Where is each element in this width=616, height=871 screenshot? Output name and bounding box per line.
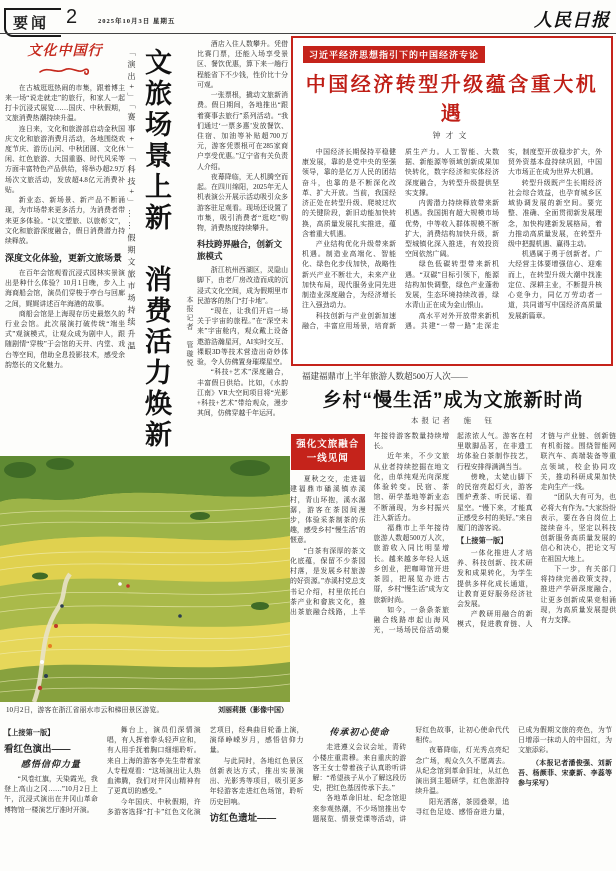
cloud-swirl-icon [38, 64, 92, 76]
page-number: 2 [66, 6, 78, 28]
red-site-subhead-line1: 访红色遗址—— [209, 812, 277, 824]
economy-article-box [291, 36, 613, 366]
village-byline: 本报记者 施 钰 [411, 416, 495, 425]
photo-caption: 10月2日，游客在浙江省丽水市云和梯田景区游览。 [6, 706, 164, 714]
vertical-main-headline: 文旅场景上新 消费活力焕新 [141, 48, 171, 451]
section-label: 要闻 [4, 8, 61, 37]
economy-kicker-badge: 习近平经济思想指引下的中国经济专论 [303, 46, 485, 63]
red-show-subhead-line1: 看红色演出—— [4, 743, 71, 755]
header-rule [0, 33, 616, 34]
terraced-fields-image [0, 456, 290, 702]
masthead-logo: 人民日报 [534, 10, 610, 30]
bottom-paragraphs-1: “风卷红旗，天染霞光，我登上高山之冈……”10月2日上午，沉浸式演出在井冈山革命博物馆一楼演艺厅准时开演。 舞台上，演员们深情演唱，有人挥着拳头轻声应和，有人用手抚着胸口细细聆听。来自上海的游客李先生带着家人专程观看：“这场演出让人热血沸腾，我们对井冈山精神有了更真切的感受。” 今年国庆、中秋假期，许多游客选择“打卡”红色文化演艺项目，经典曲目轮番上演，演绎峥嵘岁月，感悟信仰力量。 与此同时，各地红色景区创新表达方式，推出实景演出、光影秀等项目，吸引更多年轻游客走进红色场馆，聆听历史回响。 [4, 727, 304, 816]
vertical-kicker: 「演出+」「赛事+」「科技+」……假期文旅市场持续升温 [127, 48, 136, 354]
economy-byline: 钟才文 [432, 131, 472, 140]
village-continued-paragraphs: 一体化推进人才培养、科技创新、技术研发和成果转化，为学生提供多样化成长通道，让教育更好服务经济社会发展。 产教研用融合的新模式，促进教育链、人才链与产业链、创新链有机衔接。围绕智能网联汽车、高端装备等重点领域，校企协同攻关，推动科研成果加快走向生产一线。 “团队大有可为，也必将大有作为。”大家纷纷表示，要在各自岗位上接续奋斗，坚定以科技创新服务高质量发展的信心和决心，把论文写在祖国大地上。 下一步，有关部门将持续完善政策支持，推进产学研深度融合，让更多创新成果竞相涌现，为高质量发展提供有力支撑。 [457, 433, 616, 629]
continued-marker-bottom: 【上接第一版】 [4, 729, 55, 737]
photo-credit: 刘丽莉摄（影像中国） [218, 706, 288, 714]
continued-from-page-one-marker: 【上接第一版】 [457, 537, 508, 546]
village-headline: 乡村“慢生活”成为文旅新时尚 [322, 390, 584, 411]
village-section-badge: 强化文旅融合一线见闻 [291, 434, 365, 470]
village-kicker: 福建福鼎市上半年旅游人数超500万人次—— [302, 371, 468, 381]
reporters-credit-line: （本报记者潘俊强、刘新吾、杨颜菲、宋豪新、李蕊等参与采写） [518, 759, 612, 788]
middle-paragraphs-bottom: 浙江杭州西湖区，灵隐山脚下，由老厂房改造而成的沉浸式文化空间，成为假期里市民游客的热门“打卡地”。 “现在，让我们开启一场关于宇宙的旅程。”在“深空未来”宇宙舱内，观众戴上设备遨游浩瀚星河，AI实时交互、裸眼3D等技术营造出奇妙体验，令人仿佛置身璀璨星空。 “科技+艺术”深度融合，丰富假日供给。比如，《水韵江南》VR大空间项目将“光影+科技+艺术”带给观众，漫步其间，仿佛穿越千年运河。 [197, 267, 288, 418]
bottom-continuation-section [4, 726, 612, 867]
culture-intro-paragraphs: 在古城逛逛热闹的市集，跟着博主来一场“说走就走”的旅行，和家人一起打卡沉浸式展览……国庆、中秋假期，文旅消费热潮持续升温。 连日来，文化和旅游部启动金秋国庆文化和旅游消费月活动，各地围绕欢度节庆、游历山河、中秋团圆、文化休闲、红色旅游、大国重器、时代风采等方面丰富特色产品供给，将举办超2.9万场次文旅活动，发放超4.8亿元消费补贴。 新业态、新场景、新产品不断涌现，为市场带来更多活力，为消费者带来更多体验。“以文塑旅、以旅彰文”，文化和旅游深度融合，假日消费潜力持续释放。 [5, 84, 125, 245]
culture-subhead: 深度文化体验，更新文旅场景 [5, 253, 123, 264]
terrace-photo [0, 456, 290, 702]
culture-body-paragraphs: 在百年会馆观看沉浸式园林实景演出是种什么体验？10月1日晚，步入上海商船会馆，演员们穿梭于亭台与回廊之间，娓娓讲述百年海港的故事。 商船会馆是上海现存历史最悠久的行业会馆。此次展演打破传统“端坐式”观演模式，让观众成为剧中人，跟随剧情“穿梭”于会馆的天井、内堂、戏台等空间，借助全息投影技术，感受余韵悠长的文化魅力。 [5, 269, 125, 369]
vertical-byline: 本报记者 管璇悦 [186, 296, 194, 368]
red-show-subhead-line2: 感悟信仰力量 [20, 758, 81, 769]
economy-body-columns: 中国经济长期保持平稳健康发展，靠的是党中央的坚强领导，靠的是亿万人民的团结奋斗，也靠的是不断深化改革、扩大开放。当前，我国经济正处在转型升级、爬坡过坎的关键阶段，新旧动能加快转换，高质量发展扎实推进，蕴含着重大机遇。 产业结构优化升级带来新机遇。制造业高端化、智能化、绿色化步伐加快，战略性新兴产业不断壮大，未来产业加快布局，现代服务业同先进制造业深度融合，为经济增长注入强劲动力。 科技创新与产业创新加速融合，丰富应用场景，培育新质生产力。人工智能、大数据、新能源等领域创新成果加快转化，数字经济和实体经济深度融合，为转型升级提供坚实支撑。 内需潜力持续释放带来新机遇。我国拥有超大规模市场优势，中等收入群体规模不断扩大，消费结构加快升级，新型城镇化深入推进，有效投资空间依然广阔。 绿色低碳转型带来新机遇。“双碳”目标引领下，能源结构加快调整，绿色产业蓬勃发展，生态环境持续改善，绿水青山正在成为金山银山。 高水平对外开放带来新机遇。共建“一带一路”走深走实，制度型开放稳步扩大，外贸外资基本盘持续巩固，中国大市场正在成为世界大机遇。 转型升级既产生长期经济社会综合效益，也孕育城乡区域协调发展的新空间。要完整、准确、全面贯彻新发展理念，加快构建新发展格局，着力推动高质量发展，在转型升级中把握机遇、赢得主动。 机遇属于勇于创新者。广大经营主体要增强信心、迎难而上，在转型升级大潮中找准定位、深耕主业，不断提升核心竞争力，同亿万劳动者一道，共同谱写中国经济高质量发展新篇章。 [302, 149, 602, 330]
bottom-paragraphs-2: 走进遵义会议会址，青砖小楼庄重肃穆。来自重庆的游客王女士带着孩子认真聆听讲解：“希望孩子从小了解这段历史，把红色基因传承下去。” 各地革命旧址、纪念馆迎来参观热潮，不少场馆推出专题展览、情景党课等活动，讲好红色故事，让初心使命代代相传。 夜幕降临，灯光秀点亮纪念广场，观众久久不愿离去。从纪念馆到革命旧址，从红色演出到主题研学，红色旅游持续升温。 阳光洒落，茶园叠翠，追寻红色足迹、感悟奋进力量，已成为假期文旅的亮色，为节日增添一抹动人的中国红，为文旅添彩。 [312, 727, 612, 823]
culture-logo [5, 42, 125, 76]
middle-paragraphs-top: 酒店入住人数攀升。凭借比赛门票，还能入场享受景区、餐饮优惠，算下来一趟行程能省下不少钱，性价比十分可观。 一张票根，撬动文旅新消费。假日期间，各地推出“跟着赛事去旅行”系列活动。“我们通过‘一票多惠’发放餐饮、住宿、加油等补贴超700万元，游客凭票根可在285家商户享受优惠。”辽宁省有关负责人介绍。 夜幕降临，无人机腾空而起。在四川绵阳，2025年无人机表演公开展示活动吸引众多游客驻足观看。现场还设置了市集，吸引消费者“逛吃”购物，消费热度持续攀升。 [197, 41, 288, 232]
village-body-columns [290, 432, 616, 720]
date-line: 2025年10月3日 星期五 [98, 18, 176, 25]
middle-column [197, 40, 288, 454]
culture-column [5, 40, 125, 454]
economy-headline: 中国经济转型升级蕴含重大机遇 [305, 74, 599, 125]
village-article [290, 370, 616, 718]
photo-caption-row [6, 706, 288, 715]
village-paragraphs: 夏秋之交，走进福建福鼎市磻溪镇赤溪村，青山环抱，溪水潺潺，游客在茶园间漫步，体验采茶制茶的乐趣，感受乡村“慢生活”的惬意。 “白茶有深厚的茶文化底蕴，保留不少茶园村落，是发展乡村旅游的好资源。”赤溪村党总支书记介绍，村里依托白茶产业和畲族文化，推出茶旅融合线路，上半年接待游客数量持续增长。 近年来，不少文旅从业者持续挖掘在地文化，由单纯观光向深度体验转变。民宿、茶馆、研学基地等新业态不断涌现，为乡村振兴注入新活力。 福鼎市上半年接待旅游人数超500万人次，旅游收入同比明显增长。越来越多年轻人返乡创业，把咖啡馆开进茶园，把展览办进古厝，乡村“慢生活”成为文旅新时尚。 如今，一条条茶旅融合线路串起山海风光，一场场民俗活动聚起浓浓人气。游客在村里歇脚品茗，在非遗工坊体验白茶制作技艺，行程安排得满满当当。 傍晚，太姥山脚下的民宿亮起灯火，游客围炉煮茶、听民谣、看星空。“慢下来，才能真正感受乡村的美好。”来自厦门的游客说。 [290, 433, 533, 635]
red-site-subhead-line2: 传承初心使命 [329, 727, 390, 737]
culture-logo-text: 文化中国行 [27, 44, 103, 59]
middle-subhead: 科技跨界融合，创新文旅模式 [197, 239, 283, 261]
